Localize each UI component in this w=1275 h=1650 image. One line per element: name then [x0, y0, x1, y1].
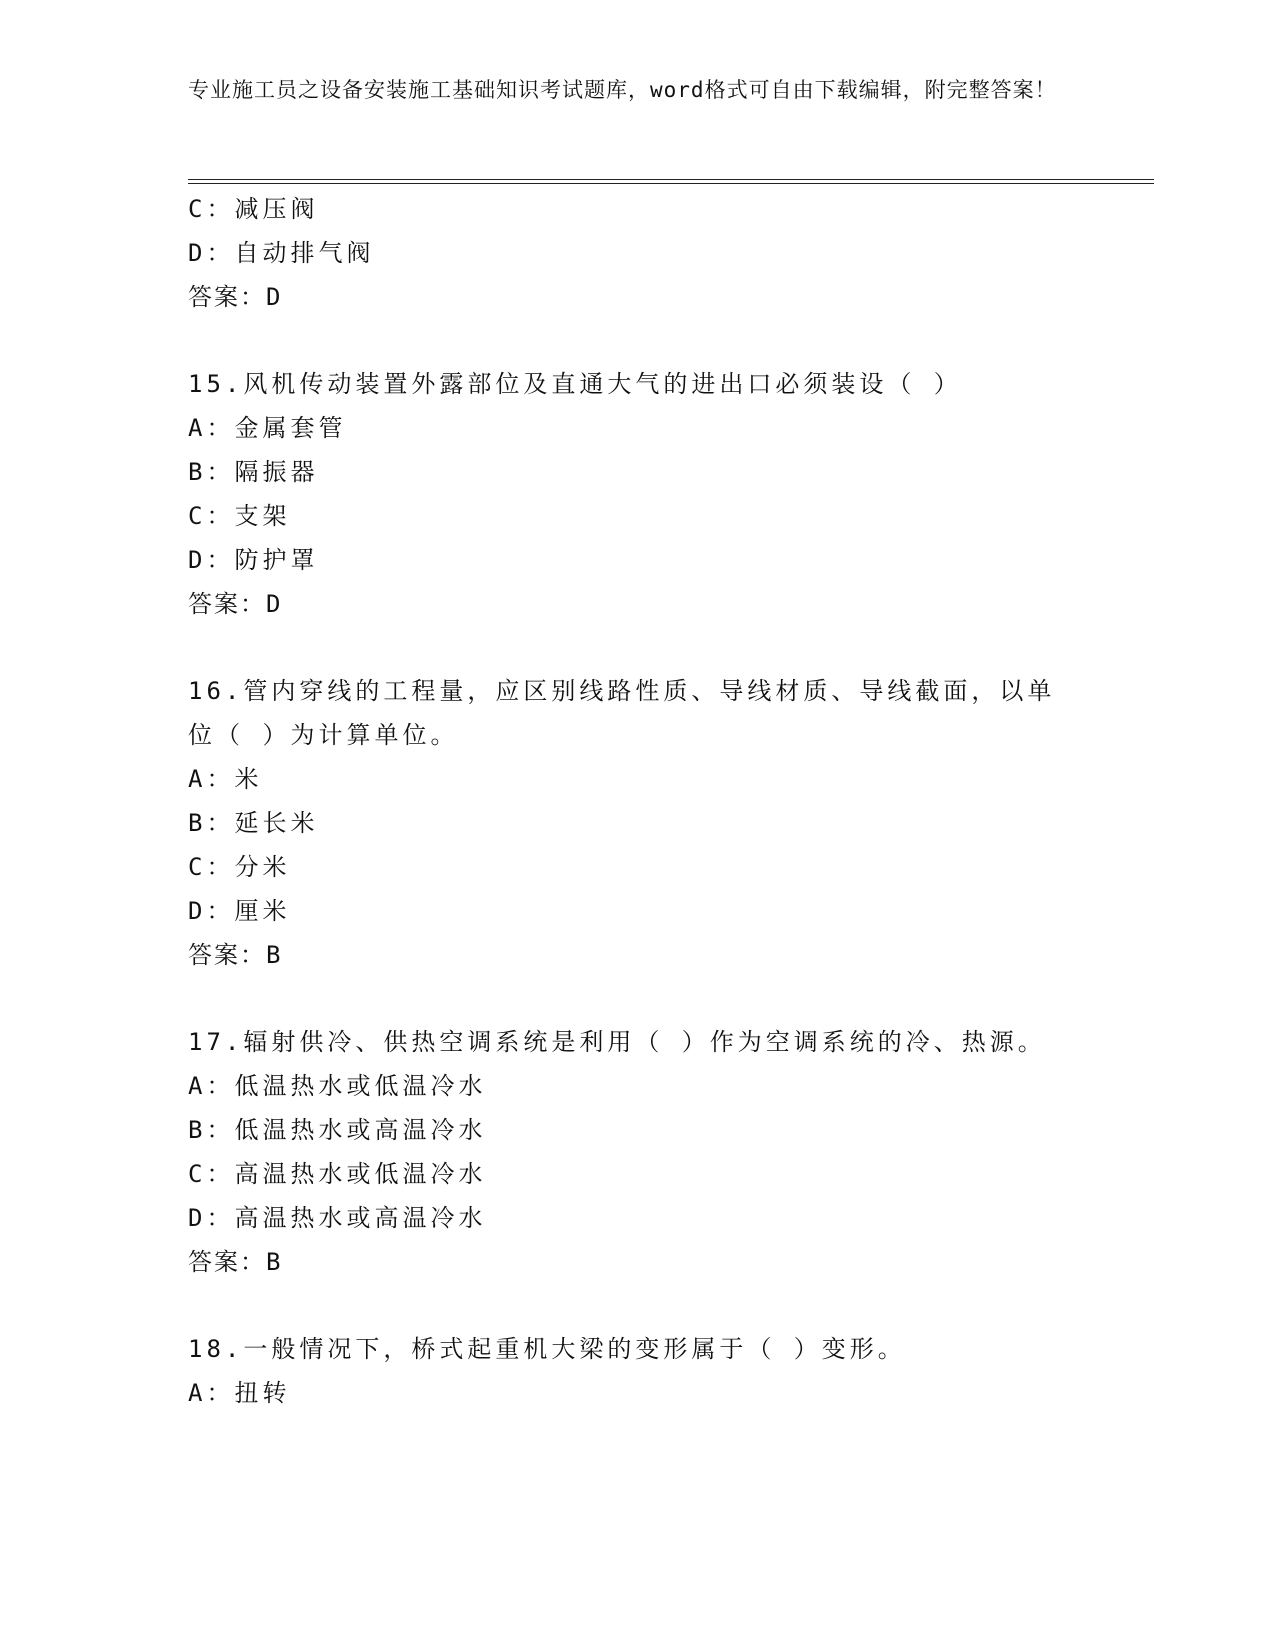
- answer-q15: 答案：D: [188, 590, 283, 618]
- document-header: 专业施工员之设备安装施工基础知识考试题库，word格式可自由下载编辑，附完整答案！: [188, 78, 1057, 102]
- question-16-line-1: 16.管内穿线的工程量，应区别线路性质、导线材质、导线截面，以单: [188, 677, 1056, 705]
- option-d-q17: D：高温热水或高温冷水: [188, 1204, 487, 1232]
- question-18: 18.一般情况下，桥式起重机大梁的变形属于（ ）变形。: [188, 1335, 906, 1363]
- option-a-q16: A：米: [188, 765, 263, 793]
- answer-q16: 答案：B: [188, 941, 283, 969]
- option-c-q14: C：减压阀: [188, 195, 319, 223]
- option-a-q17: A：低温热水或低温冷水: [188, 1072, 487, 1100]
- option-d-q14: D：自动排气阀: [188, 239, 375, 267]
- option-a-q18: A：扭转: [188, 1379, 291, 1407]
- option-c-q17: C：高温热水或低温冷水: [188, 1160, 487, 1188]
- question-17: 17.辐射供冷、供热空调系统是利用（ ）作为空调系统的冷、热源。: [188, 1028, 1046, 1056]
- option-b-q17: B：低温热水或高温冷水: [188, 1116, 487, 1144]
- option-b-q15: B：隔振器: [188, 458, 319, 486]
- header-divider-bottom: [188, 183, 1154, 184]
- option-c-q15: C：支架: [188, 502, 291, 530]
- option-c-q16: C：分米: [188, 853, 291, 881]
- option-d-q15: D：防护罩: [188, 546, 319, 574]
- answer-q17: 答案：B: [188, 1248, 283, 1276]
- question-16-line-2: 位（ ）为计算单位。: [188, 721, 459, 749]
- option-b-q16: B：延长米: [188, 809, 319, 837]
- header-divider-top: [188, 179, 1154, 180]
- question-15: 15.风机传动装置外露部位及直通大气的进出口必须装设（ ）: [188, 370, 962, 398]
- option-d-q16: D：厘米: [188, 897, 291, 925]
- answer-q14: 答案：D: [188, 283, 283, 311]
- option-a-q15: A：金属套管: [188, 414, 347, 442]
